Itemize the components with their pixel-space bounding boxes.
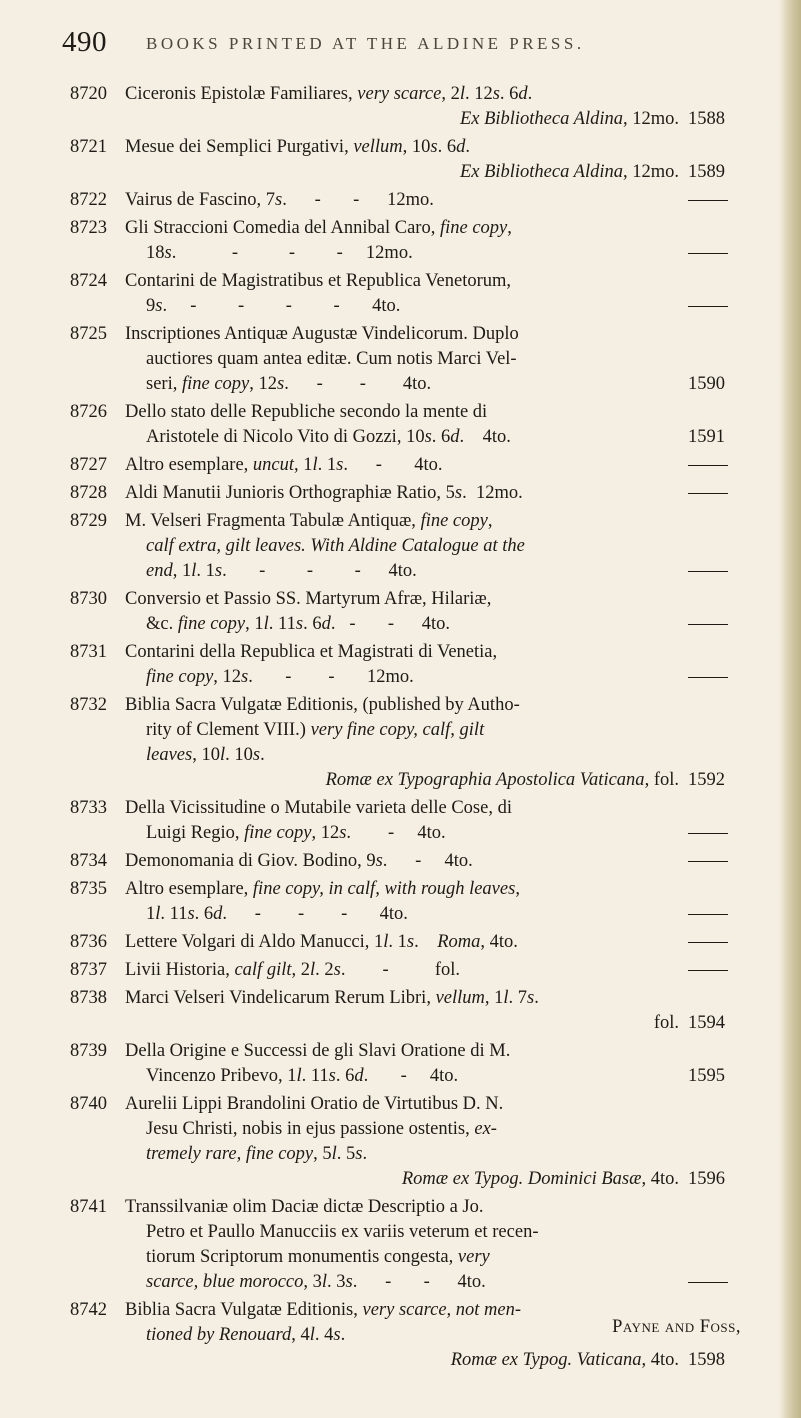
imprint-text: Ex Bibliotheca Aldina, 12mo. bbox=[459, 162, 679, 182]
entry-line bbox=[0, 400, 801, 425]
entry-line bbox=[0, 241, 801, 266]
entry-text: 1l. 11s. 6d. - - - 4to. bbox=[146, 904, 408, 924]
entry-text: Marci Velseri Vindelicarum Rerum Libri, vellum, 1l. 7s. bbox=[125, 988, 539, 1008]
entry-text: Gli Straccioni Comedia del Annibal Caro, fine copy, bbox=[125, 218, 512, 238]
entry-line bbox=[0, 1348, 801, 1373]
entry-text: 18s. - - - 12mo. bbox=[146, 243, 413, 263]
ditto-dash bbox=[688, 942, 728, 943]
entry-line bbox=[0, 322, 801, 347]
catalogue-entry bbox=[0, 849, 801, 874]
entry-text: end, 1l. 1s. - - - 4to. bbox=[146, 561, 417, 581]
publication-year: 1589 bbox=[688, 162, 725, 182]
entry-text: Vairus de Fascino, 7s. - - 12mo. bbox=[125, 190, 434, 210]
entry-text: Della Origine e Successi de gli Slavi Oratione di M. bbox=[125, 1041, 511, 1061]
entry-line bbox=[0, 509, 801, 534]
catalogue-entry bbox=[0, 693, 801, 793]
imprint-text: Romæ ex Typographia Apostolica Vaticana, fol. bbox=[325, 770, 679, 790]
catalogue-entry bbox=[0, 1195, 801, 1295]
entry-line bbox=[0, 1245, 801, 1270]
catalogue-entry bbox=[0, 509, 801, 584]
lot-number: 8733 bbox=[70, 798, 107, 818]
publication-year: 1595 bbox=[688, 1066, 725, 1086]
catalogue-entry bbox=[0, 135, 801, 185]
entry-text: Petro et Paullo Manucciis ex variis veterum et recen- bbox=[146, 1222, 539, 1242]
entry-text: Biblia Sacra Vulgatæ Editionis, very scarce, not men- bbox=[125, 1300, 522, 1320]
catalogue-entry bbox=[0, 1039, 801, 1089]
publication-year: 1592 bbox=[688, 770, 725, 790]
ditto-dash bbox=[688, 465, 728, 466]
entry-line bbox=[0, 693, 801, 718]
lot-number: 8727 bbox=[70, 455, 107, 475]
catalogue-entry bbox=[0, 216, 801, 266]
entry-line bbox=[0, 877, 801, 902]
entry-text: tioned by Renouard, 4l. 4s. bbox=[146, 1325, 346, 1345]
lot-number: 8723 bbox=[70, 218, 107, 238]
ditto-dash bbox=[688, 1282, 728, 1283]
entry-line bbox=[0, 665, 801, 690]
entry-text: Conversio et Passio SS. Martyrum Afræ, Hilariæ, bbox=[125, 589, 492, 609]
catalogue-entry bbox=[0, 481, 801, 506]
entry-text: Ciceronis Epistolæ Familiares, very scarce, 2l. 12s. 6d. bbox=[125, 84, 533, 104]
entry-line bbox=[0, 481, 801, 506]
entry-text: scarce, blue morocco, 3l. 3s. - - 4to. bbox=[146, 1272, 486, 1292]
lot-number: 8734 bbox=[70, 851, 107, 871]
entry-text: seri, fine copy, 12s. - - 4to. bbox=[146, 374, 432, 394]
entry-line bbox=[0, 216, 801, 241]
ditto-dash bbox=[688, 833, 728, 834]
lot-number: 8737 bbox=[70, 960, 107, 980]
lot-number: 8731 bbox=[70, 642, 107, 662]
lot-number: 8721 bbox=[70, 137, 107, 157]
entry-text: M. Velseri Fragmenta Tabulæ Antiquæ, fine copy, bbox=[125, 511, 493, 531]
entry-text: Livii Historia, calf gilt, 2l. 2s. - fol. bbox=[125, 960, 461, 980]
entry-text: Mesue dei Semplici Purgativi, vellum, 10s. 6d. bbox=[125, 137, 470, 157]
lot-number: 8725 bbox=[70, 324, 107, 344]
publication-year: 1596 bbox=[688, 1169, 725, 1189]
lot-number: 8730 bbox=[70, 589, 107, 609]
entry-text: Jesu Christi, nobis in ejus passione ostentis, ex- bbox=[146, 1119, 497, 1139]
imprint-text: Romæ ex Typog. Vaticana, 4to. bbox=[450, 1350, 679, 1370]
lot-number: 8741 bbox=[70, 1197, 107, 1217]
publication-year: 1594 bbox=[688, 1013, 725, 1033]
entry-line bbox=[0, 107, 801, 132]
entry-line bbox=[0, 1167, 801, 1192]
entry-line bbox=[0, 559, 801, 584]
entry-line bbox=[0, 1117, 801, 1142]
entry-line bbox=[0, 347, 801, 372]
entry-line bbox=[0, 902, 801, 927]
entry-line bbox=[0, 294, 801, 319]
ditto-dash bbox=[688, 914, 728, 915]
lot-number: 8720 bbox=[70, 84, 107, 104]
catalogue-entries bbox=[0, 82, 801, 1376]
entry-line bbox=[0, 1270, 801, 1295]
imprint-text: Ex Bibliotheca Aldina, 12mo. bbox=[459, 109, 679, 129]
catalogue-entry bbox=[0, 930, 801, 955]
ditto-dash bbox=[688, 493, 728, 494]
entry-text: Aristotele di Nicolo Vito di Gozzi, 10s. 6d. 4to. bbox=[146, 427, 511, 447]
lot-number: 8739 bbox=[70, 1041, 107, 1061]
lot-number: 8736 bbox=[70, 932, 107, 952]
entry-text: Biblia Sacra Vulgatæ Editionis, (published by Autho- bbox=[125, 695, 520, 715]
entry-line bbox=[0, 425, 801, 450]
publication-year: 1588 bbox=[688, 109, 725, 129]
entry-line bbox=[0, 986, 801, 1011]
lot-number: 8724 bbox=[70, 271, 107, 291]
catalogue-entry bbox=[0, 958, 801, 983]
imprint-text: fol. bbox=[653, 1013, 679, 1033]
entry-line bbox=[0, 160, 801, 185]
lot-number: 8722 bbox=[70, 190, 107, 210]
ditto-dash bbox=[688, 571, 728, 572]
ditto-dash bbox=[688, 624, 728, 625]
entry-text: Contarini della Republica et Magistrati di Venetia, bbox=[125, 642, 498, 662]
ditto-dash bbox=[688, 970, 728, 971]
lot-number: 8728 bbox=[70, 483, 107, 503]
entry-line bbox=[0, 821, 801, 846]
page-number: 490 bbox=[62, 26, 107, 58]
lot-number: 8735 bbox=[70, 879, 107, 899]
ditto-dash bbox=[688, 253, 728, 254]
entry-line bbox=[0, 453, 801, 478]
lot-number: 8742 bbox=[70, 1300, 107, 1320]
entry-text: Aurelii Lippi Brandolini Oratio de Virtutibus D. N. bbox=[125, 1094, 504, 1114]
imprint-text: Romæ ex Typog. Dominici Basæ, 4to. bbox=[401, 1169, 679, 1189]
entry-text: Luigi Regio, fine copy, 12s. - 4to. bbox=[146, 823, 446, 843]
entry-text: leaves, 10l. 10s. bbox=[146, 745, 265, 765]
ditto-dash bbox=[688, 677, 728, 678]
entry-line bbox=[0, 1039, 801, 1064]
entry-line bbox=[0, 1092, 801, 1117]
entry-text: Demonomania di Giov. Bodino, 9s. - 4to. bbox=[125, 851, 473, 871]
entry-line bbox=[0, 82, 801, 107]
publication-year: 1590 bbox=[688, 374, 725, 394]
catalogue-entry bbox=[0, 796, 801, 846]
page-header bbox=[62, 26, 702, 60]
entry-text: tremely rare, fine copy, 5l. 5s. bbox=[146, 1144, 368, 1164]
entry-line bbox=[0, 372, 801, 397]
entry-text: 9s. - - - - 4to. bbox=[146, 296, 401, 316]
catalogue-entry bbox=[0, 188, 801, 213]
catalogue-entry bbox=[0, 322, 801, 397]
entry-line bbox=[0, 188, 801, 213]
catalogue-entry bbox=[0, 640, 801, 690]
entry-line bbox=[0, 768, 801, 793]
catalogue-entry bbox=[0, 877, 801, 927]
entry-line bbox=[0, 743, 801, 768]
entry-line bbox=[0, 612, 801, 637]
entry-line bbox=[0, 640, 801, 665]
entry-text: Aldi Manutii Junioris Orthographiæ Ratio, 5s. 12mo. bbox=[125, 483, 523, 503]
entry-line bbox=[0, 930, 801, 955]
lot-number: 8738 bbox=[70, 988, 107, 1008]
entry-line bbox=[0, 1220, 801, 1245]
entry-line bbox=[0, 958, 801, 983]
ditto-dash bbox=[688, 861, 728, 862]
entry-text: Vincenzo Pribevo, 1l. 11s. 6d. - 4to. bbox=[146, 1066, 459, 1086]
entry-line bbox=[0, 1011, 801, 1036]
entry-line bbox=[0, 135, 801, 160]
entry-line bbox=[0, 534, 801, 559]
lot-number: 8740 bbox=[70, 1094, 107, 1114]
publication-year: 1591 bbox=[688, 427, 725, 447]
entry-text: Inscriptiones Antiquæ Augustæ Vindelicorum. Duplo bbox=[125, 324, 519, 344]
entry-line bbox=[0, 796, 801, 821]
lot-number: 8729 bbox=[70, 511, 107, 531]
entry-text: auctiores quam antea editæ. Cum notis Marci Vel- bbox=[146, 349, 517, 369]
entry-text: Dello stato delle Republiche secondo la mente di bbox=[125, 402, 488, 422]
catalogue-entry bbox=[0, 400, 801, 450]
entry-text: Altro esemplare, fine copy, in calf, with rough leaves, bbox=[125, 879, 520, 899]
publication-year: 1598 bbox=[688, 1350, 725, 1370]
entry-text: Lettere Volgari di Aldo Manucci, 1l. 1s. Roma, 4to. bbox=[125, 932, 518, 952]
entry-text: &c. fine copy, 1l. 11s. 6d. - - 4to. bbox=[146, 614, 451, 634]
entry-text: Altro esemplare, uncut, 1l. 1s. - 4to. bbox=[125, 455, 443, 475]
catalogue-entry bbox=[0, 986, 801, 1036]
catalogue-entry bbox=[0, 1092, 801, 1192]
entry-text: Transsilvaniæ olim Daciæ dictæ Descriptio a Jo. bbox=[125, 1197, 484, 1217]
entry-line bbox=[0, 1142, 801, 1167]
lot-number: 8732 bbox=[70, 695, 107, 715]
catalogue-entry bbox=[0, 82, 801, 132]
ditto-dash bbox=[688, 306, 728, 307]
ditto-dash bbox=[688, 200, 728, 201]
catchword: Payne and Foss, bbox=[612, 1317, 741, 1337]
catalogue-entry bbox=[0, 269, 801, 319]
entry-text: fine copy, 12s. - - 12mo. bbox=[146, 667, 414, 687]
catalogue-entry bbox=[0, 453, 801, 478]
entry-line bbox=[0, 269, 801, 294]
catalogue-entry bbox=[0, 587, 801, 637]
entry-text: tiorum Scriptorum monumentis congesta, very bbox=[146, 1247, 490, 1267]
entry-line bbox=[0, 587, 801, 612]
entry-line bbox=[0, 1064, 801, 1089]
entry-text: Contarini de Magistratibus et Republica Venetorum, bbox=[125, 271, 512, 291]
running-title: BOOKS PRINTED AT THE ALDINE PRESS. bbox=[146, 34, 585, 53]
entry-text: rity of Clement VIII.) very fine copy, calf, gilt bbox=[146, 720, 485, 740]
lot-number: 8726 bbox=[70, 402, 107, 422]
entry-text: calf extra, gilt leaves. With Aldine Catalogue at the bbox=[146, 536, 525, 556]
entry-line bbox=[0, 1195, 801, 1220]
entry-text: Della Vicissitudine o Mutabile varieta delle Cose, di bbox=[125, 798, 512, 818]
entry-line bbox=[0, 718, 801, 743]
entry-line bbox=[0, 849, 801, 874]
